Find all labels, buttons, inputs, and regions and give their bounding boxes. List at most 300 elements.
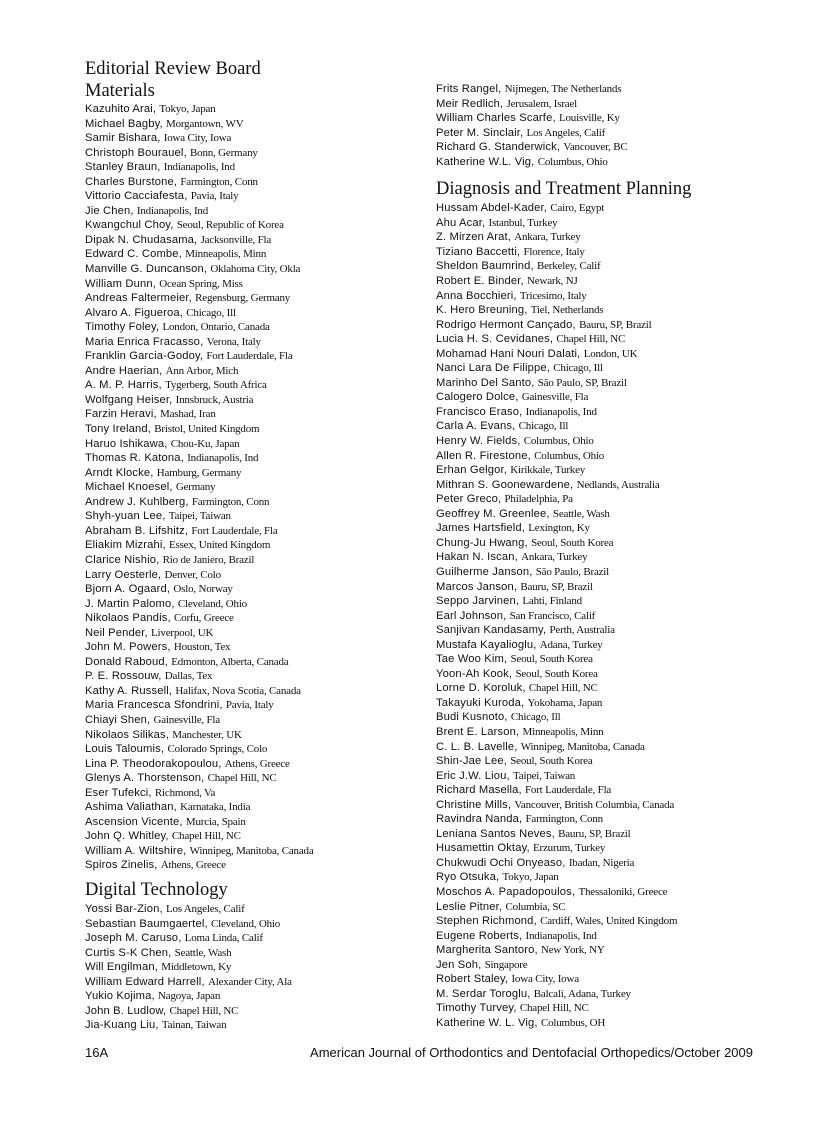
board-member (436, 361, 766, 376)
separator: , (200, 335, 207, 348)
board-member (85, 335, 425, 350)
board-member (85, 349, 425, 364)
separator: , (167, 612, 175, 625)
separator: , (527, 987, 534, 1000)
member-location: Nijmegen, The Netherlands (504, 83, 622, 95)
member-name: Mithran S. Goonewardene (436, 478, 571, 491)
separator: , (546, 507, 553, 520)
member-location: Vancouver, British Columbia, Canada (514, 798, 675, 811)
member-location: Bristol, United Kingdom (154, 423, 260, 436)
separator: , (497, 493, 505, 506)
board-member (85, 611, 425, 626)
board-member (436, 478, 766, 493)
separator: , (513, 289, 520, 302)
board-member (436, 696, 766, 711)
separator: , (507, 231, 515, 244)
separator: , (533, 638, 540, 651)
member-name: Nikolaos Pandis (85, 612, 168, 625)
member-location: Erzurum, Turkey (533, 842, 606, 855)
separator: , (562, 856, 569, 869)
member-name: Carla A. Evans (436, 420, 513, 433)
member-name: Yossi Bar-Zion (85, 902, 160, 915)
member-name: Vittorio Cacciafesta (85, 190, 185, 203)
member-name: Stanley Braun (85, 161, 158, 174)
member-name: William Dunn (85, 277, 153, 290)
board-member (436, 289, 766, 304)
member-name: Jen Soh (436, 958, 479, 971)
board-member (85, 364, 425, 379)
separator: , (166, 583, 174, 596)
section-heading-digital-technology: Digital Technology (85, 879, 228, 900)
page-number: 16A (85, 1045, 109, 1060)
separator: , (171, 597, 178, 610)
board-member (85, 407, 425, 422)
board-member (85, 698, 425, 713)
separator: , (155, 321, 163, 334)
separator: , (543, 202, 551, 215)
board-member (85, 1004, 425, 1019)
member-name: Franklin Garcia-Godoy (85, 350, 200, 363)
member-location: Perth, Australia (549, 624, 615, 637)
board-member (85, 422, 425, 437)
member-name: Chiayi Shen (85, 713, 147, 726)
member-name: Jia-Kuang Liu (85, 1019, 156, 1032)
separator: , (199, 350, 207, 363)
member-name: Farzin Heravi (85, 408, 154, 421)
separator: , (218, 757, 225, 770)
separator: , (503, 464, 511, 477)
member-name: Ashima Valiathan (85, 801, 174, 814)
board-member (436, 1016, 766, 1031)
member-name: Sheldon Baumrind (436, 260, 531, 273)
board-member (436, 972, 766, 987)
board-member (85, 800, 425, 815)
board-member (436, 97, 766, 112)
member-name: Francisco Eraso (436, 405, 520, 418)
separator: , (531, 155, 538, 168)
separator: , (148, 786, 155, 799)
member-name: Glenys A. Thorstenson (85, 772, 202, 785)
separator: , (513, 580, 521, 593)
member-name: Timothy Turvey (436, 1002, 514, 1015)
member-location: Middletown, Ky (161, 961, 232, 974)
separator: , (546, 362, 554, 375)
separator: , (522, 682, 529, 695)
member-location: Denver, Colo (164, 568, 221, 581)
member-location: Seattle, Wash (174, 946, 232, 959)
member-name: Chung-Ju Hwang (436, 536, 525, 549)
separator: , (503, 609, 510, 622)
separator: , (162, 510, 169, 523)
separator: , (533, 915, 541, 928)
member-location: Seoul, South Korea (515, 667, 598, 680)
board-member (436, 885, 766, 900)
separator: , (168, 684, 176, 697)
member-name: Lucia H. S. Cevidanes (436, 333, 550, 346)
separator: , (179, 306, 187, 319)
separator: , (570, 478, 577, 491)
separator: , (503, 755, 511, 768)
member-location: Morgantown, WV (166, 117, 244, 130)
separator: , (572, 318, 580, 331)
separator: , (524, 536, 532, 549)
board-member (85, 655, 425, 670)
member-location: Indianapolis, Ind (525, 929, 597, 942)
board-member (436, 259, 766, 274)
board-member (436, 609, 766, 624)
member-location: Edmonton, Alberta, Canada (171, 655, 289, 668)
separator: , (151, 990, 159, 1003)
member-location: Seattle, Wash (552, 507, 610, 520)
board-member (85, 538, 425, 553)
member-location: Nagoya, Japan (158, 990, 221, 1003)
separator: , (164, 655, 172, 668)
board-member (436, 638, 766, 653)
member-name: Jie Chen (85, 204, 131, 217)
member-name: Kazuhito Arai (85, 103, 153, 115)
board-member (436, 347, 766, 362)
member-name: Tiziano Baccetti (436, 245, 517, 258)
separator: , (512, 420, 519, 433)
member-location: Winnipeg, Manitoba, Canada (189, 844, 314, 857)
board-member (85, 815, 425, 830)
board-member (436, 492, 766, 507)
separator: , (183, 844, 190, 857)
board-member (85, 858, 425, 873)
member-location: Tricesimo, Italy (519, 289, 587, 302)
member-location: Ibadan, Nigeria (568, 856, 635, 869)
member-location: Mashad, Iran (160, 408, 216, 421)
board-title: Editorial Review Board (85, 59, 261, 79)
member-location: Ankara, Turkey (521, 551, 588, 564)
member-location: Kirikkale, Turkey (510, 464, 586, 477)
separator: , (521, 522, 529, 535)
separator: , (517, 435, 524, 448)
member-location: Los Angeles, Calif (165, 902, 245, 915)
board-member (436, 390, 766, 405)
member-name: Robert E. Binder (436, 275, 521, 288)
member-location: Louisville, Ky (558, 112, 620, 125)
journal-citation: American Journal of Orthodontics and Dentofacial Orthopedics/October 2009 (310, 1045, 753, 1060)
member-name: Tae Woo Kim (436, 653, 504, 666)
member-location: Germany (175, 481, 216, 494)
board-member (85, 844, 425, 859)
board-member (436, 623, 766, 638)
member-name: Shyh-yuan Lee (85, 510, 163, 523)
separator: , (534, 944, 541, 957)
member-location: Balcali, Adana, Turkey (533, 987, 631, 1000)
separator: , (520, 275, 528, 288)
member-location: Tainan, Taiwan (161, 1019, 227, 1032)
separator: , (158, 379, 166, 392)
board-member (85, 742, 425, 757)
board-member (436, 419, 766, 434)
member-name: Chukwudi Ochi Onyeaso (436, 856, 563, 869)
right-column (436, 82, 766, 1030)
member-name: Andrew J. Kuhlberg (85, 495, 186, 508)
board-member (436, 216, 766, 231)
member-name: Abraham B. Lifshitz (85, 524, 185, 537)
separator: , (153, 408, 160, 421)
board-member (85, 509, 425, 524)
member-name: Donald Raboud (85, 655, 165, 668)
separator: , (577, 347, 584, 360)
separator: , (162, 1004, 170, 1017)
member-location: Chapel Hill, NC (171, 830, 241, 843)
member-location: Chicago, Ill (186, 306, 236, 319)
section-heading-diagnosis: Diagnosis and Treatment Planning (436, 179, 692, 200)
member-name: Kwangchul Choy (85, 219, 171, 232)
member-name: Thomas R. Katona (85, 452, 181, 465)
member-location: Tokyo, Japan (159, 103, 216, 115)
member-name: Yoon-Ah Kook (436, 667, 509, 680)
separator: , (571, 885, 579, 898)
member-name: Larry Oesterle (85, 568, 158, 581)
board-member (85, 757, 425, 772)
separator: , (169, 481, 176, 494)
member-location: Athens, Greece (224, 757, 290, 770)
member-location: Houston, Tex (173, 641, 231, 654)
separator: , (520, 126, 527, 139)
member-name: Mustafa Kayalioglu (436, 638, 534, 651)
member-location: Halifax, Nova Scotia, Canada (175, 684, 301, 697)
board-member (85, 233, 425, 248)
member-location: Pavia, Italy (190, 190, 239, 203)
member-name: Richard G. Standerwick (436, 141, 557, 154)
member-location: Essex, United Kingdom (169, 539, 271, 552)
board-member (85, 218, 425, 233)
member-name: Hakan N. Iscan (436, 551, 515, 564)
board-member (436, 798, 766, 813)
member-name: Margherita Santoro (436, 944, 535, 957)
board-member (85, 946, 425, 961)
member-location: Karnataka, India (180, 801, 251, 814)
separator: , (534, 1016, 541, 1029)
separator: , (183, 146, 191, 159)
member-location: Ocean Spring, Miss (159, 277, 243, 290)
board-member (85, 1018, 425, 1033)
board-member (85, 495, 425, 510)
board-member (436, 667, 766, 682)
separator: , (144, 626, 152, 639)
separator: , (542, 624, 550, 637)
separator: , (152, 277, 160, 290)
member-location: Adana, Turkey (539, 638, 603, 651)
separator: , (507, 798, 515, 811)
member-location: Colorado Springs, Colo (167, 743, 268, 756)
member-location: Fort Lauderdale, Fla (206, 350, 293, 363)
member-name: Ryo Otsuka (436, 871, 496, 884)
member-name: Dipak N. Chudasama (85, 233, 195, 246)
separator: , (146, 713, 154, 726)
member-location: Singapore (484, 958, 528, 971)
member-location: Tygerberg, South Africa (165, 379, 267, 392)
member-name: Stephen Richmond (436, 915, 534, 928)
member-location: Tokyo, Japan (502, 871, 559, 884)
member-location: Farmington, Conn (525, 813, 603, 826)
separator: , (157, 568, 165, 581)
separator: , (173, 801, 181, 814)
member-name: Richard Masella (436, 784, 519, 797)
member-location: Columbus, Ohio (523, 435, 594, 448)
board-member (436, 914, 766, 929)
separator: , (184, 190, 191, 203)
member-name: Leniana Santos Neves (436, 827, 552, 840)
board-member (85, 597, 425, 612)
member-location: London, Ontario, Canada (162, 321, 270, 334)
member-location: Dallas, Tex (164, 670, 213, 683)
member-name: Mohamad Hani Nouri Dalati (436, 347, 578, 360)
member-name: Robert Staley (436, 973, 505, 986)
member-name: Lina P. Theodorakopoulou (85, 757, 219, 770)
separator: , (201, 772, 208, 785)
separator: , (167, 641, 174, 654)
member-location: Jerusalem, Israel (506, 97, 578, 110)
board-member (436, 274, 766, 289)
member-name: Moschos A. Papadopoulos (436, 885, 572, 898)
member-location: Ann Arbor, Mich (165, 364, 239, 377)
board-member (436, 434, 766, 449)
separator: , (549, 333, 557, 346)
separator: , (520, 696, 528, 709)
separator: , (219, 699, 226, 712)
member-location: Florence, Italy (523, 245, 585, 258)
member-location: Alexander City, Ala (207, 975, 292, 988)
member-location: Seoul, Republic of Korea (176, 219, 284, 232)
member-name: Eugene Roberts (436, 929, 519, 942)
member-name: Yukio Kojima (85, 990, 152, 1003)
board-member (436, 245, 766, 260)
separator: , (556, 141, 564, 154)
board-member (85, 320, 425, 335)
board-member (85, 960, 425, 975)
member-location: Lexington, Ky (528, 522, 590, 535)
member-location: Chicago, Ill (553, 362, 603, 375)
member-name: Brent E. Larson (436, 725, 516, 738)
member-name: Nanci Lara De Filippe (436, 362, 547, 375)
separator: , (154, 961, 162, 974)
member-location: Cairo, Egypt (550, 202, 605, 215)
board-member (436, 754, 766, 769)
board-member (436, 536, 766, 551)
board-member (85, 786, 425, 801)
separator: , (188, 292, 196, 305)
member-name: Curtis S-K Chen (85, 946, 169, 959)
separator: , (530, 260, 537, 273)
member-name: Ravindra Nanda (436, 813, 519, 826)
member-location: Chapel Hill, NC (169, 1004, 239, 1017)
board-member (436, 681, 766, 696)
section-heading-materials: Materials (85, 81, 155, 101)
member-location: Istanbul, Turkey (488, 216, 558, 229)
board-member (436, 111, 766, 126)
separator: , (514, 740, 521, 753)
member-location: Taipei, Taiwan (168, 510, 231, 523)
member-name: Budi Kusnoto (436, 711, 505, 724)
member-name: Geoffrey M. Greenlee (436, 507, 547, 520)
board-member (436, 841, 766, 856)
board-member (85, 451, 425, 466)
separator: , (178, 932, 185, 945)
board-member (436, 710, 766, 725)
member-location: Seoul, South Korea (531, 536, 614, 549)
member-location: Jacksonville, Fla (200, 233, 272, 246)
member-location: Minneapolis, Minn (522, 725, 604, 738)
separator: , (508, 667, 516, 680)
board-member (436, 900, 766, 915)
member-location: Lahti, Finland (522, 595, 582, 608)
member-location: Athens, Greece (160, 859, 226, 872)
separator: , (157, 161, 164, 174)
separator: , (159, 902, 166, 915)
member-location: Taipei, Taiwan (513, 769, 576, 782)
member-location: Seoul, South Korea (510, 755, 593, 768)
separator: , (179, 815, 186, 828)
board-member (85, 117, 425, 132)
separator: , (498, 900, 506, 913)
member-name: James Hartsfield (436, 522, 522, 535)
board-member (85, 917, 425, 932)
member-name: Peter Greco (436, 493, 498, 506)
board-member (85, 306, 425, 321)
member-name: Louis Taloumis (85, 743, 161, 756)
board-member (436, 769, 766, 784)
member-name: Katherine W. L. Vig (436, 1016, 535, 1029)
separator: , (154, 859, 161, 872)
member-name: Samir Bishara (85, 132, 158, 145)
member-name: A. M. P. Harris (85, 379, 159, 392)
member-location: São Paulo, Brazil (535, 565, 610, 578)
separator: , (478, 958, 485, 971)
member-name: Guilherme Janson (436, 565, 530, 578)
member-name: Kathy A. Russell (85, 684, 169, 697)
diagnosis-list (436, 201, 766, 1030)
member-name: Eser Tufekci (85, 786, 149, 799)
board-member (85, 393, 425, 408)
member-name: Ahu Acar (436, 216, 482, 229)
board-member (436, 929, 766, 944)
separator: , (158, 670, 165, 683)
board-member (85, 829, 425, 844)
board-member (436, 507, 766, 522)
separator: , (165, 728, 173, 741)
member-name: Sebastian Baumgaertel (85, 917, 205, 930)
separator: , (180, 452, 188, 465)
separator: , (130, 204, 137, 217)
separator: , (514, 551, 522, 564)
member-name: Sanjivan Kandasamy (436, 624, 543, 637)
member-name: M. Serdar Toroglu (436, 987, 528, 1000)
member-location: Berkeley, Calif (536, 260, 601, 273)
board-member (85, 524, 425, 539)
member-name: Leslie Pitner (436, 900, 499, 913)
separator: , (160, 743, 168, 756)
member-name: Haruo Ishikawa (85, 437, 165, 450)
board-member (85, 931, 425, 946)
separator: , (164, 437, 171, 450)
member-name: J. Martin Palomo (85, 597, 172, 610)
member-location: Columbus, Ohio (534, 449, 605, 462)
board-member (436, 1001, 766, 1016)
member-location: Bonn, Germany (190, 146, 258, 159)
board-member (85, 626, 425, 641)
member-name: Neil Pender (85, 626, 145, 639)
member-location: Philadelphia, Pa (504, 493, 573, 506)
board-member (436, 958, 766, 973)
member-name: Will Engilman (85, 961, 155, 974)
member-name: Clarice Nishio (85, 553, 157, 566)
separator: , (152, 103, 160, 115)
